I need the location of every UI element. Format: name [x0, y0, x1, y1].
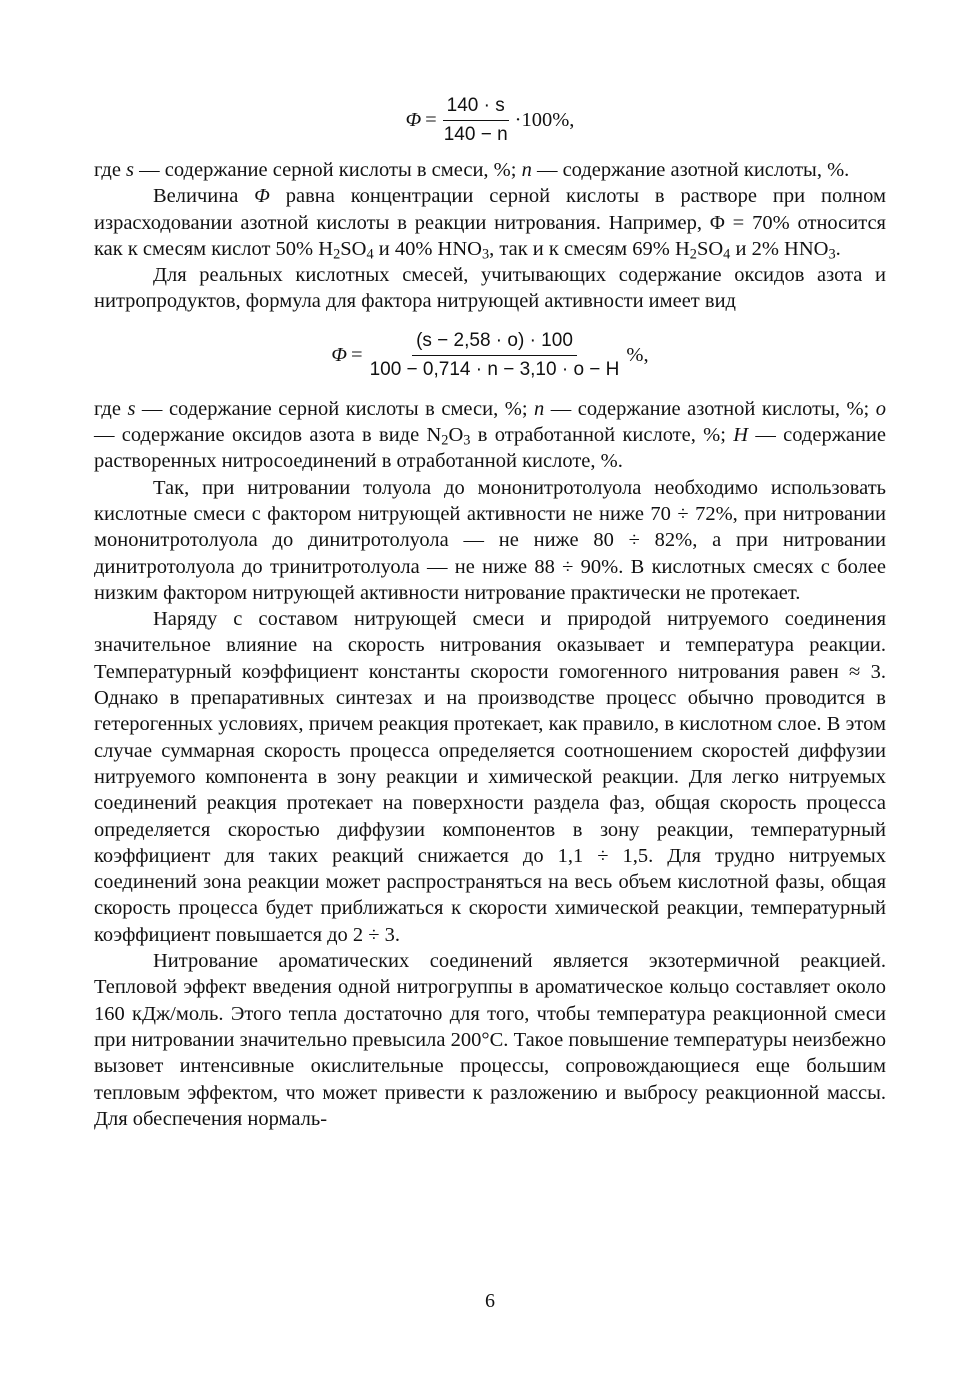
paragraph-formula1-legend: где s — содержание серной кислоты в смеси, %; n — содержание азотной кислоты, %. [94, 159, 850, 181]
paragraph-phi-definition: Величина Φ равна концентрации серной кислоты в растворе при полном израсходовании азотной кислоты в реакции нитрования. Например, Φ = 70% относится как к смесям кислот 50% $H_2SO_4$ и 40% $HNO_3$, так и к смесям 69% $H_2SO_4$ и 2% $HNO_3$. [94, 185, 886, 263]
formula-tail: %, [626, 344, 649, 367]
formula-lhs: Φ [405, 109, 422, 132]
page-number: 6 [485, 1290, 495, 1312]
formula-equals: = [425, 109, 437, 132]
formula-phi-full [94, 329, 886, 382]
formula-fraction [440, 94, 512, 147]
formula-equals: = [351, 344, 363, 367]
formula-lhs: Φ [331, 344, 348, 367]
paragraph-toluene-nitration: Так, при нитровании толуола до мононитротолуола необходимо использовать кислотные смеси с фактором нитрующей активности не ниже 70 ÷ 72%, при нитровании мононитротолуола до динитротолуола — не ниже 80 ÷ 82%, а при нитровании динитротолуола до тринитротолуола — не ниже 88 ÷ 90%. В кислотных смесях с более низким фактором нитрующей активности нитрование практически не протекает. [94, 476, 886, 604]
paragraph-formula2-legend: где s — содержание серной кислоты в смеси, %; n — содержание азотной кислоты, %; o — содержание оксидов азота в виде $N_2O_3$ в отработанной кислоте, %; H — содержание растворенных нитросоединений в отработанной кислоте, %. [94, 397, 887, 473]
page-body [94, 88, 886, 1132]
formula-fraction [366, 329, 624, 382]
paragraph-exothermic-reaction: Нитрование ароматических соединений является экзотермичной реакцией. Тепловой эффект введения одной нитрогруппы в ароматическое кольцо составляет около 160 кДж/моль. Этого тепла достаточно для того, чтобы температура реакционной смеси при нитровании значительно превысила 200°С. Такое повышение температуры неизбежно вызовет интенсивные окислительные процессы, сопровождающиеся еще большим тепловым эффектом, что может привести к разложению и выбросу реакционной массы. Для обеспечения нормаль- [94, 950, 886, 1130]
formula-denominator: 100 − 0,714 · n − 3,10 · o − H [369, 358, 620, 380]
formula-tail: ·100%, [514, 109, 575, 132]
paragraph-real-mixtures: Для реальных кислотных смесей, учитывающих содержание оксидов азота и нитропродуктов, формула для фактора нитрующей активности имеет вид [94, 264, 886, 313]
paragraph-temperature-influence: Наряду с составом нитрующей смеси и природой нитруемого соединения значительное влияние на скорость нитрования оказывает и температура реакции. Температурный коэффициент константы скорости гомогенного нитрования равен ≈ 3. Однако в препаративных синтезах и на производстве процесс обычно проводится в гетерогенных условиях, причем реакция протекает, как правило, в кислотном слое. В этом случае суммарная скорость процесса определяется соотношением скоростей диффузии нитруемого компонента в зону реакции и химической реакции. Для легко нитруемых соединений реакция протекает на поверхности раздела фаз, общая скорость процесса определяется скоростью диффузии компонентов в зону реакции, температурный коэффициент для таких реакций снижается до 1,1 ÷ 1,5. Для трудно нитруемых соединений зона реакции может распространяться на весь объем кислотной фазы, общая скорость процесса будет приближаться к скорости химической реакции, температурный коэффициент повышается до 2 ÷ 3. [94, 608, 886, 946]
formula-denominator: 140 − n [443, 124, 508, 145]
formula-numerator: 140 · s [443, 94, 509, 121]
formula-phi-simple [94, 94, 886, 147]
formula-numerator: (s − 2,58 · o) · 100 [412, 329, 577, 356]
